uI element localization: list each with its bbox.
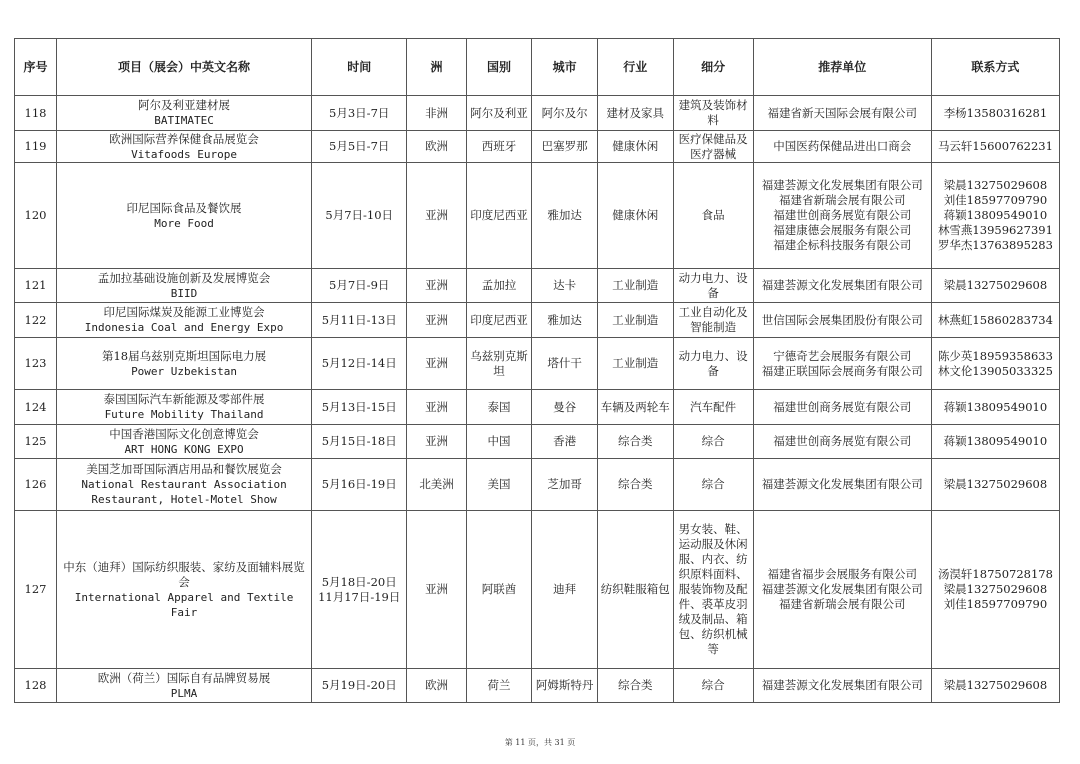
name-cn: 孟加拉基础设施创新及发展博览会	[97, 270, 271, 285]
cell-continent: 亚洲	[407, 303, 466, 338]
contact-entry: 李杨13580316281	[943, 105, 1048, 120]
contact-entry: 梁晨13275029608	[943, 278, 1048, 292]
cell-name	[57, 425, 312, 459]
cell-country: 西班牙	[466, 131, 532, 163]
name-en: BATIMATEC	[154, 114, 214, 127]
contact-entry: 梁晨13275029608	[943, 178, 1048, 192]
cell-subcategory	[673, 303, 753, 338]
header-city: 城市	[532, 39, 598, 96]
organizer-name: 福建世创商务展览有限公司	[773, 434, 912, 448]
cell-industry: 建材及家具	[597, 96, 673, 131]
cell-name	[57, 131, 312, 163]
organizer-name: 世信国际会展集团股份有限公司	[761, 312, 923, 327]
name-cn: 印尼国际煤炭及能源工业博览会	[103, 305, 265, 319]
contact-entry: 梁晨13275029608	[943, 582, 1048, 596]
cell-contact	[931, 163, 1059, 269]
cell-city: 迪拜	[532, 511, 598, 669]
cell-name	[57, 303, 312, 338]
cell-no: 120	[15, 163, 57, 269]
cell-name	[57, 96, 312, 131]
subcategory-text: 汽车配件	[690, 399, 737, 414]
contact-entry: 蒋颖13809549010	[943, 399, 1048, 414]
cell-name	[57, 269, 312, 303]
name-en: PLMA	[170, 686, 198, 700]
organizer-name: 福建康德会展服务有限公司	[773, 223, 912, 237]
cell-city: 塔什干	[532, 338, 598, 390]
cell-time: 5月12日-14日	[312, 338, 407, 390]
header-contact: 联系方式	[931, 39, 1059, 96]
cell-organizer	[753, 163, 931, 269]
cell-city: 巴塞罗那	[532, 131, 598, 163]
cell-country: 印度尼西亚	[466, 163, 532, 269]
cell-no: 118	[15, 96, 57, 131]
contact-entry: 林雪燕13959627391	[937, 223, 1053, 237]
cell-city: 香港	[532, 425, 598, 459]
contact-entry: 林文伦13905033325	[937, 363, 1053, 378]
cell-time: 5月5日-7日	[312, 131, 407, 163]
cell-continent: 亚洲	[407, 511, 466, 669]
contact-entry: 陈少英18959358633	[937, 348, 1053, 363]
table-row	[15, 338, 1060, 390]
cell-city: 雅加达	[532, 163, 598, 269]
cell-subcategory	[673, 459, 753, 511]
organizer-name: 福建荟源文化发展集团有限公司	[761, 477, 923, 491]
cell-city: 阿尔及尔	[532, 96, 598, 131]
cell-contact	[931, 425, 1059, 459]
organizer-name: 福建企标科技服务有限公司	[773, 238, 912, 252]
cell-organizer	[753, 269, 931, 303]
subcategory-text: 工业自动化及智能制造	[678, 305, 748, 334]
header-industry: 行业	[597, 39, 673, 96]
cell-subcategory	[673, 269, 753, 303]
table-row	[15, 669, 1060, 703]
cell-subcategory	[673, 163, 753, 269]
cell-name	[57, 390, 312, 425]
cell-industry: 工业制造	[597, 269, 673, 303]
cell-subcategory	[673, 425, 753, 459]
table-row	[15, 131, 1060, 163]
cell-country: 泰国	[466, 390, 532, 425]
name-en: National Restaurant Association Restaurant, Hotel-Motel Show	[81, 478, 287, 506]
cell-continent: 非洲	[407, 96, 466, 131]
contact-entry: 刘佳18597709790	[943, 193, 1048, 207]
name-en: ART HONG KONG EXPO	[124, 442, 244, 456]
header-name: 项目（展会）中英文名称	[57, 39, 312, 96]
page-footer: 第 11 页，共 31 页	[504, 738, 576, 747]
cell-name	[57, 338, 312, 390]
header-organizer: 推荐单位	[753, 39, 931, 96]
cell-time: 5月11日-13日	[312, 303, 407, 338]
cell-industry: 工业制造	[597, 338, 673, 390]
cell-subcategory	[673, 131, 753, 163]
cell-contact	[931, 269, 1059, 303]
cell-country: 乌兹别克斯坦	[466, 338, 532, 390]
cell-name	[57, 163, 312, 269]
cell-subcategory	[673, 338, 753, 390]
cell-country: 中国	[466, 425, 532, 459]
cell-time: 5月16日-19日	[312, 459, 407, 511]
name-cn: 第18届乌兹别克斯坦国际电力展	[101, 348, 267, 363]
cell-continent: 亚洲	[407, 425, 466, 459]
subcategory-text: 男女装、鞋、运动服及休闲服、内衣、纺织原料面料、服装饰物及配件、裘革皮羽绒及制品、箱包、纺织机械等	[678, 522, 748, 656]
organizer-name: 福建荟源文化发展集团有限公司	[761, 278, 923, 292]
table-row	[15, 511, 1060, 669]
cell-time: 5月3日-7日	[312, 96, 407, 131]
cell-continent: 亚洲	[407, 269, 466, 303]
contact-entry: 梁晨13275029608	[943, 477, 1048, 491]
organizer-name: 福建省福步会展服务有限公司	[767, 567, 917, 581]
cell-contact	[931, 669, 1059, 703]
cell-city: 芝加哥	[532, 459, 598, 511]
cell-time: 5月15日-18日	[312, 425, 407, 459]
cell-no: 119	[15, 131, 57, 163]
name-cn: 欧洲（荷兰）国际自有品牌贸易展	[97, 670, 271, 685]
cell-time: 5月7日-10日	[312, 163, 407, 269]
cell-contact	[931, 511, 1059, 669]
contact-entry: 蒋颖13809549010	[943, 208, 1048, 222]
table-row	[15, 163, 1060, 269]
contact-entry: 马云轩15600762231	[937, 139, 1053, 153]
cell-subcategory	[673, 511, 753, 669]
table-row	[15, 96, 1060, 131]
header-row	[15, 39, 1060, 96]
cell-continent: 欧洲	[407, 131, 466, 163]
cell-no: 121	[15, 269, 57, 303]
name-cn: 泰国国际汽车新能源及零部件展	[103, 392, 265, 406]
subcategory-text: 综合	[701, 434, 725, 448]
cell-contact	[931, 459, 1059, 511]
cell-contact	[931, 303, 1059, 338]
cell-organizer	[753, 303, 931, 338]
organizer-name: 福建荟源文化发展集团有限公司	[761, 582, 923, 596]
name-cn: 印尼国际食品及餐饮展	[126, 200, 242, 215]
name-en: BIID	[170, 286, 198, 300]
cell-organizer	[753, 96, 931, 131]
organizer-name: 福建省新瑞会展有限公司	[778, 193, 906, 207]
name-en: Vitafoods Europe	[131, 147, 238, 161]
cell-no: 125	[15, 425, 57, 459]
cell-industry: 综合类	[597, 459, 673, 511]
cell-city: 雅加达	[532, 303, 598, 338]
contact-entry: 蒋颖13809549010	[943, 434, 1048, 448]
cell-time: 5月19日-20日	[312, 669, 407, 703]
cell-time: 5月7日-9日	[312, 269, 407, 303]
cell-industry: 综合类	[597, 425, 673, 459]
name-cn: 美国芝加哥国际酒店用品和餐饮展览会	[86, 462, 282, 476]
cell-continent: 亚洲	[407, 390, 466, 425]
name-en: More Food	[154, 216, 214, 230]
contact-entry: 刘佳18597709790	[943, 597, 1048, 611]
cell-no: 124	[15, 390, 57, 425]
cell-subcategory	[673, 669, 753, 703]
cell-name	[57, 459, 312, 511]
cell-country: 印度尼西亚	[466, 303, 532, 338]
name-cn: 欧洲国际营养保健食品展览会	[109, 131, 259, 146]
name-en: Indonesia Coal and Energy Expo	[84, 321, 284, 334]
cell-contact	[931, 96, 1059, 131]
name-cn: 阿尔及利亚建材展	[138, 98, 231, 112]
organizer-name: 福建省新天国际会展有限公司	[767, 105, 917, 120]
cell-organizer	[753, 131, 931, 163]
subcategory-text: 医疗保健品及医疗器械	[678, 131, 748, 161]
cell-industry: 健康休闲	[597, 131, 673, 163]
cell-industry: 工业制造	[597, 303, 673, 338]
table-row	[15, 425, 1060, 459]
organizer-name: 福建正联国际会展商务有限公司	[761, 363, 923, 378]
header-time: 时间	[312, 39, 407, 96]
contact-entry: 林燕虹15860283734	[937, 312, 1053, 327]
organizer-name: 福建省新瑞会展有限公司	[778, 597, 906, 611]
name-en: International Apparel and Textile Fair	[74, 590, 294, 619]
cell-continent: 北美洲	[407, 459, 466, 511]
cell-continent: 亚洲	[407, 163, 466, 269]
cell-organizer	[753, 669, 931, 703]
cell-no: 127	[15, 511, 57, 669]
organizer-name: 福建世创商务展览有限公司	[773, 399, 912, 414]
contact-entry: 梁晨13275029608	[943, 678, 1048, 692]
organizer-name: 福建荟源文化发展集团有限公司	[761, 178, 923, 192]
contact-entry: 罗华杰13763895283	[937, 238, 1053, 252]
organizer-name: 福建荟源文化发展集团有限公司	[761, 678, 923, 692]
cell-continent: 欧洲	[407, 669, 466, 703]
cell-name	[57, 669, 312, 703]
cell-industry: 车辆及两轮车	[597, 390, 673, 425]
cell-country: 美国	[466, 459, 532, 511]
cell-country: 荷兰	[466, 669, 532, 703]
cell-organizer	[753, 338, 931, 390]
name-cn: 中国香港国际文化创意博览会	[109, 426, 259, 441]
cell-contact	[931, 131, 1059, 163]
table-row	[15, 269, 1060, 303]
cell-city: 曼谷	[532, 390, 598, 425]
cell-no: 122	[15, 303, 57, 338]
header-subcategory: 细分	[673, 39, 753, 96]
header-no: 序号	[15, 39, 57, 96]
cell-name	[57, 511, 312, 669]
cell-city: 阿姆斯特丹	[532, 669, 598, 703]
cell-city: 达卡	[532, 269, 598, 303]
subcategory-text: 动力电力、设备	[678, 270, 748, 300]
cell-no: 126	[15, 459, 57, 511]
header-continent: 洲	[407, 39, 466, 96]
cell-continent: 亚洲	[407, 338, 466, 390]
cell-contact	[931, 338, 1059, 390]
cell-time: 5月18日-20日 11月17日-19日	[312, 511, 407, 669]
cell-country: 阿尔及利亚	[466, 96, 532, 131]
organizer-name: 福建世创商务展览有限公司	[773, 208, 912, 222]
cell-no: 123	[15, 338, 57, 390]
cell-country: 阿联酋	[466, 511, 532, 669]
cell-organizer	[753, 425, 931, 459]
organizer-name: 宁德奇艺会展服务有限公司	[773, 348, 912, 363]
cell-no: 128	[15, 669, 57, 703]
name-en: Power Uzbekistan	[131, 364, 238, 378]
cell-industry: 纺织鞋服箱包	[597, 511, 673, 669]
cell-organizer	[753, 390, 931, 425]
table-body	[15, 96, 1060, 703]
header-country: 国别	[466, 39, 532, 96]
cell-organizer	[753, 459, 931, 511]
subcategory-text: 综合	[701, 477, 725, 491]
cell-subcategory	[673, 96, 753, 131]
subcategory-text: 食品	[701, 208, 725, 222]
cell-subcategory	[673, 390, 753, 425]
contact-entry: 汤淏轩18750728178	[937, 567, 1053, 581]
subcategory-text: 综合	[701, 678, 725, 692]
cell-organizer	[753, 511, 931, 669]
cell-industry: 综合类	[597, 669, 673, 703]
name-en: Future Mobility Thailand	[104, 408, 264, 421]
name-cn: 中东（迪拜）国际纺织服装、家纺及面辅料展览会	[63, 559, 305, 589]
subcategory-text: 建筑及装饰材料	[678, 98, 748, 127]
cell-industry: 健康休闲	[597, 163, 673, 269]
subcategory-text: 动力电力、设备	[678, 348, 748, 378]
cell-contact	[931, 390, 1059, 425]
table-row	[15, 390, 1060, 425]
table-row	[15, 303, 1060, 338]
exhibition-table	[14, 38, 1060, 703]
organizer-name: 中国医药保健品进出口商会	[773, 139, 912, 153]
table-row	[15, 459, 1060, 511]
cell-time: 5月13日-15日	[312, 390, 407, 425]
cell-country: 孟加拉	[466, 269, 532, 303]
